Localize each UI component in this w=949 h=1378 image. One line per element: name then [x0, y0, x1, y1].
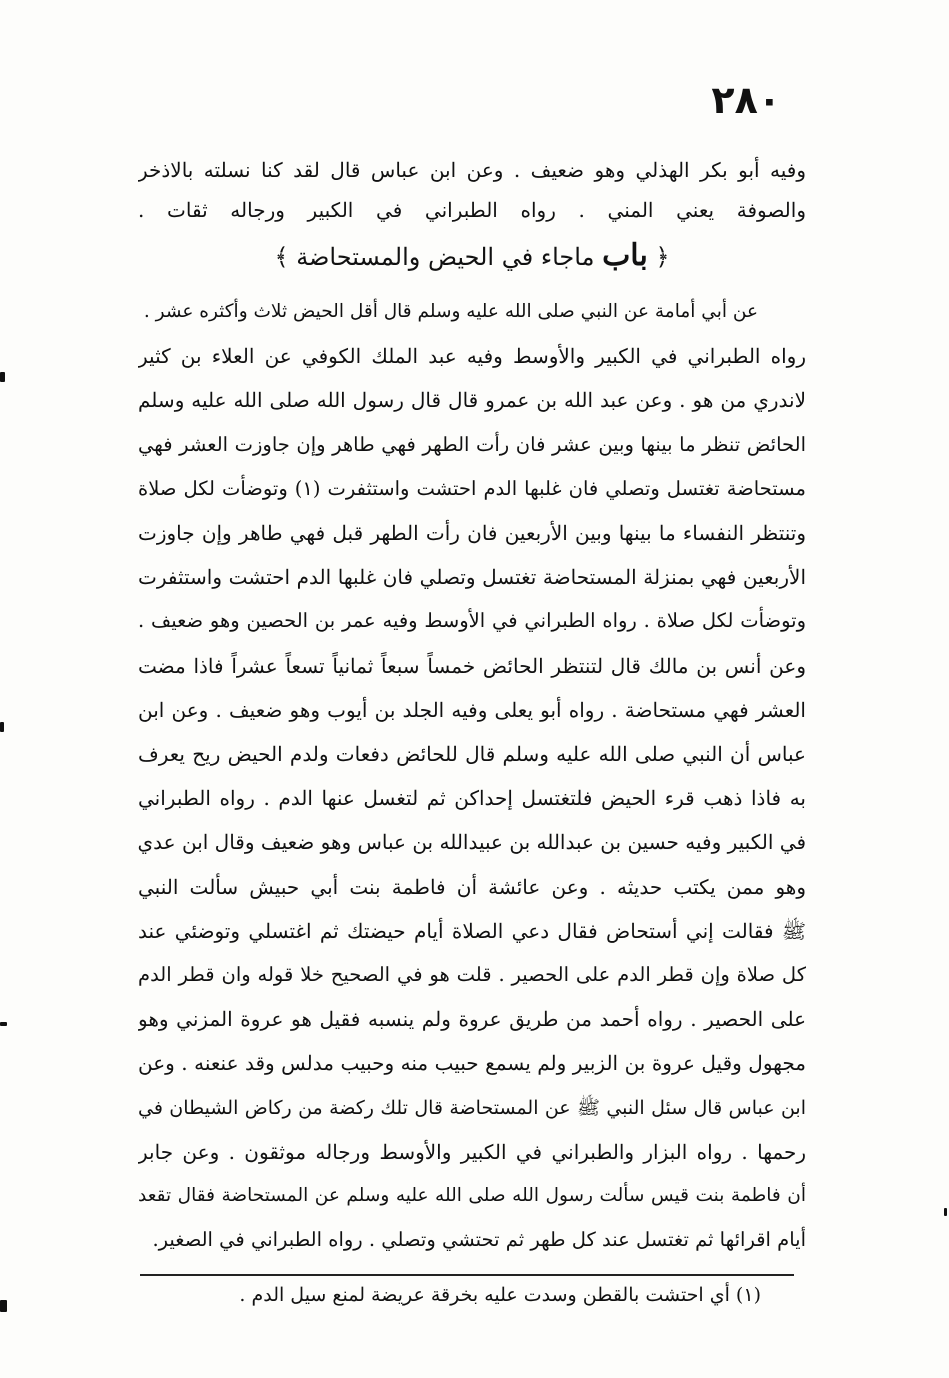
text-line: وعن أنس بن مالك قال لتنتظر الحائض خمساً سبعاً ثمانياً تسعاً عشراً فاذا مضت [138, 653, 806, 678]
text-line: رحمها . رواه البزار والطبراني في الكبير والأوسط ورجاله موثقون . وعن جابر [138, 1139, 806, 1164]
text-line: الحائض تنظر ما بينها وبين عشر فان رأت الطهر فهي طاهر وإن جاوزت العشر فهي [138, 432, 806, 456]
heading-bab-word: باب [602, 238, 648, 273]
text-line: رواه الطبراني في الكبير والأوسط وفيه عبد الملك الكوفي عن العلاء بن كثير [138, 344, 806, 369]
footnote-divider [140, 1274, 794, 1276]
text-line: عباس أن النبي صلى الله عليه وسلم قال للحائض دفعات ولدم الحيض ريح يعرف [138, 742, 806, 767]
text-line: وتوضأت لكل صلاة . رواه الطبراني في الأوسط وفيه عمر بن الحصين وهو ضعيف . [138, 609, 806, 633]
scan-speck [944, 1208, 947, 1216]
text-line: أن فاطمة بنت قيس سألت رسول الله صلى الله عليه وسلم عن المستحاضة فقال تقعد [138, 1185, 806, 1207]
footnote: (١) أي احتشت بالقطن وسدت عليه بخرقة عريضة لمنع سيل الدم . [239, 1284, 761, 1306]
text-line: أيام اقرائها ثم تغتسل عند كل طهر ثم تحتشي وتصلي . رواه الطبراني في الصغير. [152, 1228, 806, 1252]
continuation-text [138, 150, 806, 230]
text-line: لاندري من هو . وعن عبد الله بن عمرو قال قال رسول الله صلى الله عليه وسلم [138, 388, 806, 413]
text-line: الأربعين فهي بمنزلة المستحاضة تغتسل وتصلي فان غلبها الدم احتشت واستثفرت [138, 565, 806, 590]
scan-speck [0, 1300, 7, 1312]
text-line: كل صلاة وإن قطر الدم على الحصير . قلت هو في الصحيح خلا قوله وان قطر الدم [138, 963, 806, 987]
heading-bracket-open: ﴿ [655, 243, 670, 271]
text-line: به فاذا ذهب قرء الحيض فلتغتسل إحداكن ثم لتغسل عنها الدم . رواه الطبراني [138, 786, 806, 811]
text-line: وفيه أبو بكر الهذلي وهو ضعيف . وعن ابن عباس قال لقد كنا نسلته بالاذخر [138, 158, 806, 182]
scan-speck [0, 722, 4, 732]
page-number: ٢٨٠ [711, 78, 781, 122]
scan-speck [0, 372, 5, 382]
text-line: وتنتظر النفساء ما بينها وبين الأربعين فان رأت الطهر قبل فهي طاهر وإن جاوزت [138, 521, 806, 546]
text-line: وهو ممن يكتب حديثه . وعن عائشة أن فاطمة بنت أبي حبيش سألت النبي [138, 874, 806, 899]
text-line: على الحصير . رواه أحمد من طريق عروة ولم ينسبه فقيل هو عروة المزني وهو [138, 1007, 806, 1032]
text-line: مستحاضة تغتسل وتصلي فان غلبها الدم احتشت واستثفرت (١) وتوضأت لكل صلاة [138, 476, 806, 500]
scan-speck [0, 1022, 7, 1026]
text-line: ابن عباس قال سئل النبي ﷺ عن المستحاضة قال تلك ركضة من ركاض الشيطان في [138, 1096, 806, 1119]
text-line: عن أبي أمامة عن النبي صلى الله عليه وسلم قال أقل الحيض ثلاث وأكثره عشر . [143, 301, 758, 322]
text-line: العشر فهي مستحاضة . رواه أبو يعلى وفيه الجلد بن أيوب وهو ضعيف . وعن ابن [138, 697, 806, 722]
chapter-body [138, 290, 806, 1262]
heading-title: ماجاء في الحيض والمستحاضة [296, 243, 595, 271]
text-line: مجهول وقيل عروة بن الزبير ولم يسمع حبيب منه وحبيب مدلس وقد عنعنه . وعن [138, 1051, 806, 1076]
text-line: ﷺ فقالت إني أستحاض فقال دعي الصلاة أيام حيضتك ثم اغتسلي وتوضئي عند [138, 918, 806, 943]
heading-bracket-close: ﴾ [274, 243, 289, 271]
chapter-heading [138, 232, 806, 281]
text-line: في الكبير وفيه حسين بن عبدالله بن عبيدالله بن عباس وهو ضعيف وقال ابن عدي [138, 830, 806, 855]
text-line: والصوفة يعني المني . رواه الطبراني في الكبير ورجاله ثقات . [138, 198, 806, 222]
